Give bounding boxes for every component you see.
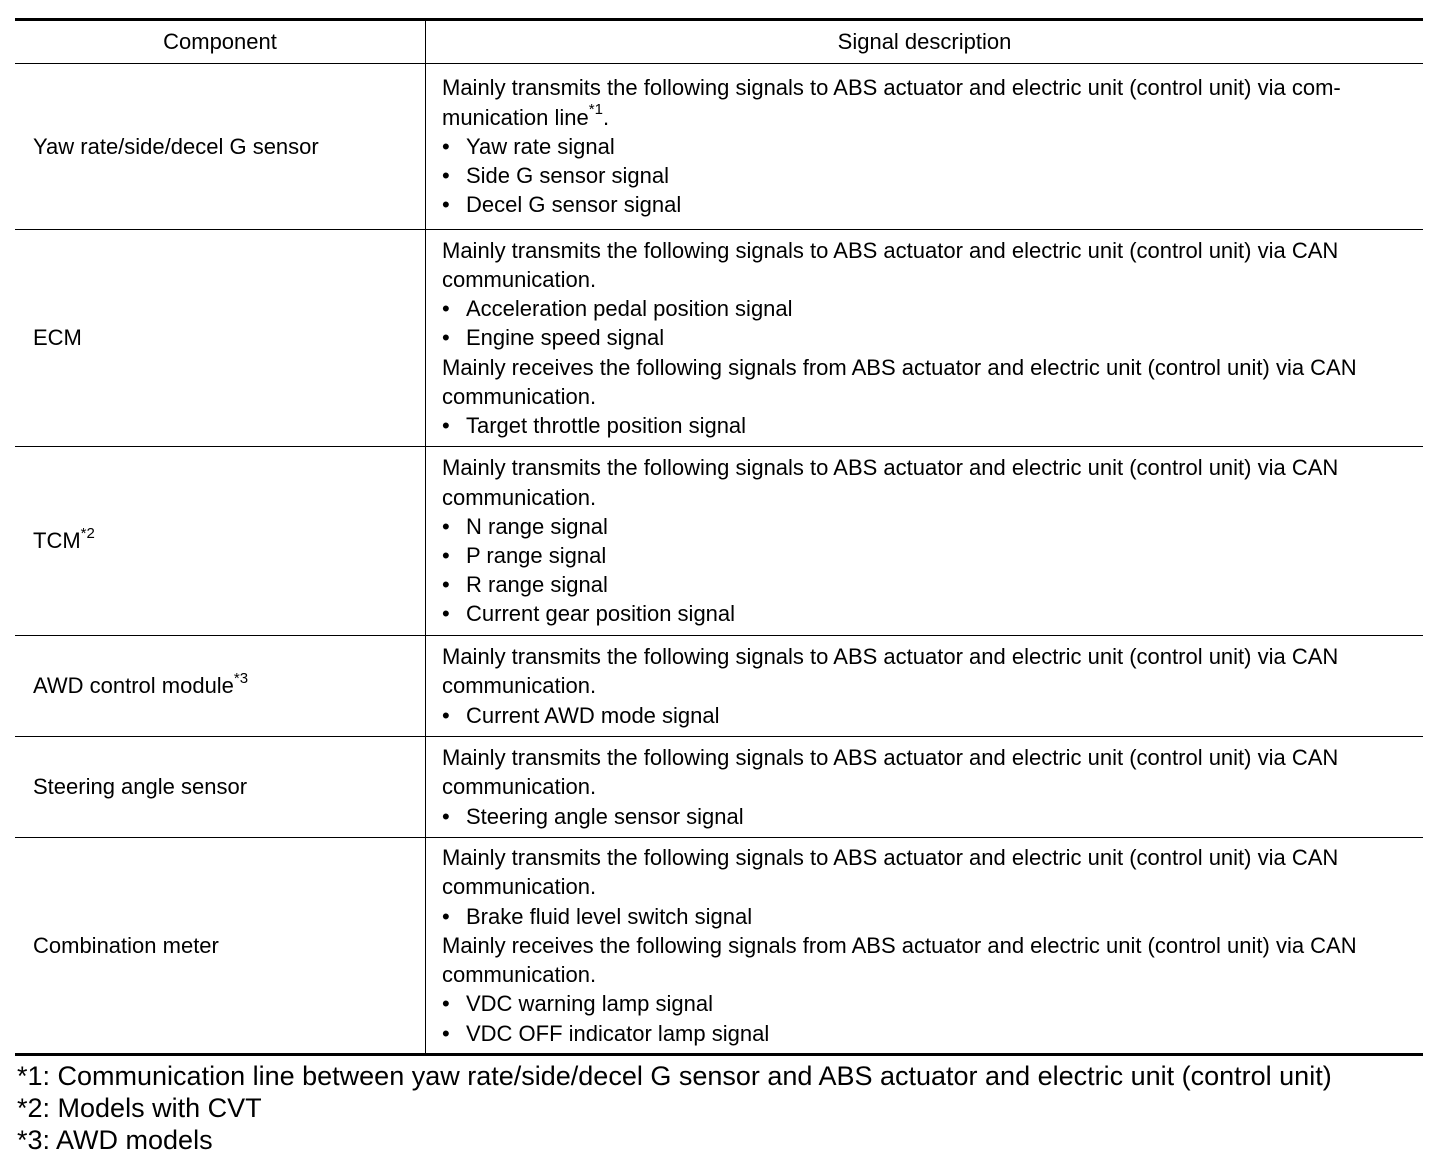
description-intro-continued: communication. bbox=[442, 874, 597, 900]
header-signal-description: Signal description bbox=[426, 20, 1424, 64]
description-receives-continued: communication. bbox=[442, 962, 597, 988]
list-item bbox=[442, 541, 1411, 570]
table-row bbox=[15, 64, 1423, 230]
bullet-icon: • bbox=[442, 572, 450, 598]
list-item-text: R range signal bbox=[466, 572, 608, 598]
list-item-text: P range signal bbox=[466, 543, 607, 568]
description-intro: Mainly transmits the following signals to ABS actuator and electric unit (control unit) via CAN bbox=[442, 845, 1339, 871]
description-receives-continued: communication. bbox=[442, 383, 597, 409]
bullet-icon: • bbox=[442, 702, 450, 728]
component-name: Combination meter bbox=[33, 932, 219, 958]
bullet-icon: • bbox=[442, 296, 450, 322]
description-cell bbox=[426, 64, 1424, 230]
bullet-icon: • bbox=[442, 543, 450, 568]
list-item-text: N range signal bbox=[466, 513, 608, 539]
description-intro: Mainly transmits the following signals to ABS actuator and electric unit (control unit) via CAN bbox=[442, 745, 1339, 771]
list-item-text: VDC OFF indicator lamp signal bbox=[466, 1020, 770, 1046]
description-cell bbox=[426, 838, 1424, 1055]
component-name: AWD control module bbox=[33, 673, 234, 699]
description-cell bbox=[426, 230, 1424, 447]
list-item bbox=[442, 323, 1411, 352]
intro-text: munication line bbox=[442, 104, 589, 130]
description-intro-continued: communication. bbox=[442, 774, 597, 800]
list-item bbox=[442, 802, 1411, 831]
bullet-icon: • bbox=[442, 192, 450, 218]
bullet-icon: • bbox=[442, 325, 450, 351]
component-name: Steering angle sensor bbox=[33, 774, 248, 800]
description-intro: Mainly transmits the following signals to ABS actuator and electric unit (control unit) via CAN bbox=[442, 237, 1339, 263]
description-intro-continued: communication. bbox=[442, 266, 597, 292]
table-row bbox=[15, 636, 1423, 737]
table-row bbox=[15, 737, 1423, 838]
footnote-3: *3: AWD models bbox=[17, 1125, 213, 1155]
description-cell bbox=[426, 636, 1424, 737]
bullet-icon: • bbox=[442, 903, 450, 929]
list-item bbox=[442, 599, 1411, 628]
list-item-text: Yaw rate signal bbox=[466, 133, 615, 159]
component-name: ECM bbox=[33, 325, 82, 351]
bullet-icon: • bbox=[442, 803, 450, 829]
description-intro: Mainly transmits the following signals to ABS actuator and electric unit (control unit) via com- bbox=[442, 75, 1341, 101]
bullet-icon: • bbox=[442, 413, 450, 438]
component-name: TCM bbox=[33, 528, 81, 554]
table-row bbox=[15, 838, 1423, 1055]
list-item-text: Acceleration pedal position signal bbox=[466, 296, 793, 322]
list-item bbox=[442, 902, 1411, 931]
component-name: Yaw rate/side/decel G sensor bbox=[33, 133, 319, 159]
footnote-2: *2: Models with CVT bbox=[17, 1093, 262, 1123]
description-intro-continued: communication. bbox=[442, 673, 597, 699]
list-item-text: Side G sensor signal bbox=[466, 163, 669, 189]
component-cell bbox=[15, 737, 426, 838]
footnote-ref: *2 bbox=[80, 525, 95, 543]
description-intro-continued bbox=[442, 103, 1411, 132]
description-cell bbox=[426, 447, 1424, 636]
list-item bbox=[442, 411, 1411, 440]
header-component: Component bbox=[15, 20, 426, 64]
bullet-icon: • bbox=[442, 133, 450, 159]
description-intro-continued: communication. bbox=[442, 484, 597, 510]
table-row bbox=[15, 230, 1423, 447]
list-item bbox=[442, 161, 1411, 190]
table-row bbox=[15, 447, 1423, 636]
list-item-text: Brake fluid level switch signal bbox=[466, 903, 753, 929]
intro-tail: . bbox=[602, 104, 610, 130]
footnote-ref: *3 bbox=[233, 670, 249, 688]
list-item bbox=[442, 512, 1411, 541]
component-cell bbox=[15, 447, 426, 636]
list-item-text: Current AWD mode signal bbox=[466, 702, 720, 728]
bullet-icon: • bbox=[442, 601, 450, 627]
description-intro: Mainly transmits the following signals to ABS actuator and electric unit (control unit) via CAN bbox=[442, 644, 1339, 670]
bullet-icon: • bbox=[442, 513, 450, 539]
footnote-ref: *1 bbox=[588, 101, 603, 119]
list-item-text: Steering angle sensor signal bbox=[466, 803, 744, 829]
bullet-icon: • bbox=[442, 1020, 450, 1046]
list-item bbox=[442, 570, 1411, 599]
description-cell bbox=[426, 737, 1424, 838]
bullet-icon: • bbox=[442, 163, 450, 189]
list-item bbox=[442, 701, 1411, 730]
list-item-text: Current gear position signal bbox=[466, 601, 736, 627]
component-cell bbox=[15, 636, 426, 737]
list-item bbox=[442, 294, 1411, 323]
description-receives: Mainly receives the following signals from ABS actuator and electric unit (control unit) via CAN bbox=[442, 932, 1357, 958]
component-cell bbox=[15, 230, 426, 447]
list-item bbox=[442, 190, 1411, 219]
table-header-row bbox=[15, 20, 1423, 64]
list-item bbox=[442, 132, 1411, 161]
list-item-text: VDC warning lamp signal bbox=[466, 991, 713, 1017]
signal-table bbox=[15, 18, 1423, 1056]
list-item bbox=[442, 989, 1411, 1018]
component-cell bbox=[15, 838, 426, 1055]
component-cell bbox=[15, 64, 426, 230]
bullet-icon: • bbox=[442, 991, 450, 1017]
list-item-text: Target throttle position signal bbox=[466, 413, 747, 438]
footnotes bbox=[17, 1060, 1332, 1156]
list-item-text: Decel G sensor signal bbox=[466, 192, 682, 218]
list-item-text: Engine speed signal bbox=[466, 325, 665, 351]
description-receives: Mainly receives the following signals from ABS actuator and electric unit (control unit) via CAN bbox=[442, 354, 1357, 380]
description-intro: Mainly transmits the following signals to ABS actuator and electric unit (control unit) via CAN bbox=[442, 455, 1339, 481]
list-item bbox=[442, 1019, 1411, 1048]
footnote-1: *1: Communication line between yaw rate/side/decel G sensor and ABS actuator and electric unit (control unit) bbox=[17, 1061, 1332, 1091]
